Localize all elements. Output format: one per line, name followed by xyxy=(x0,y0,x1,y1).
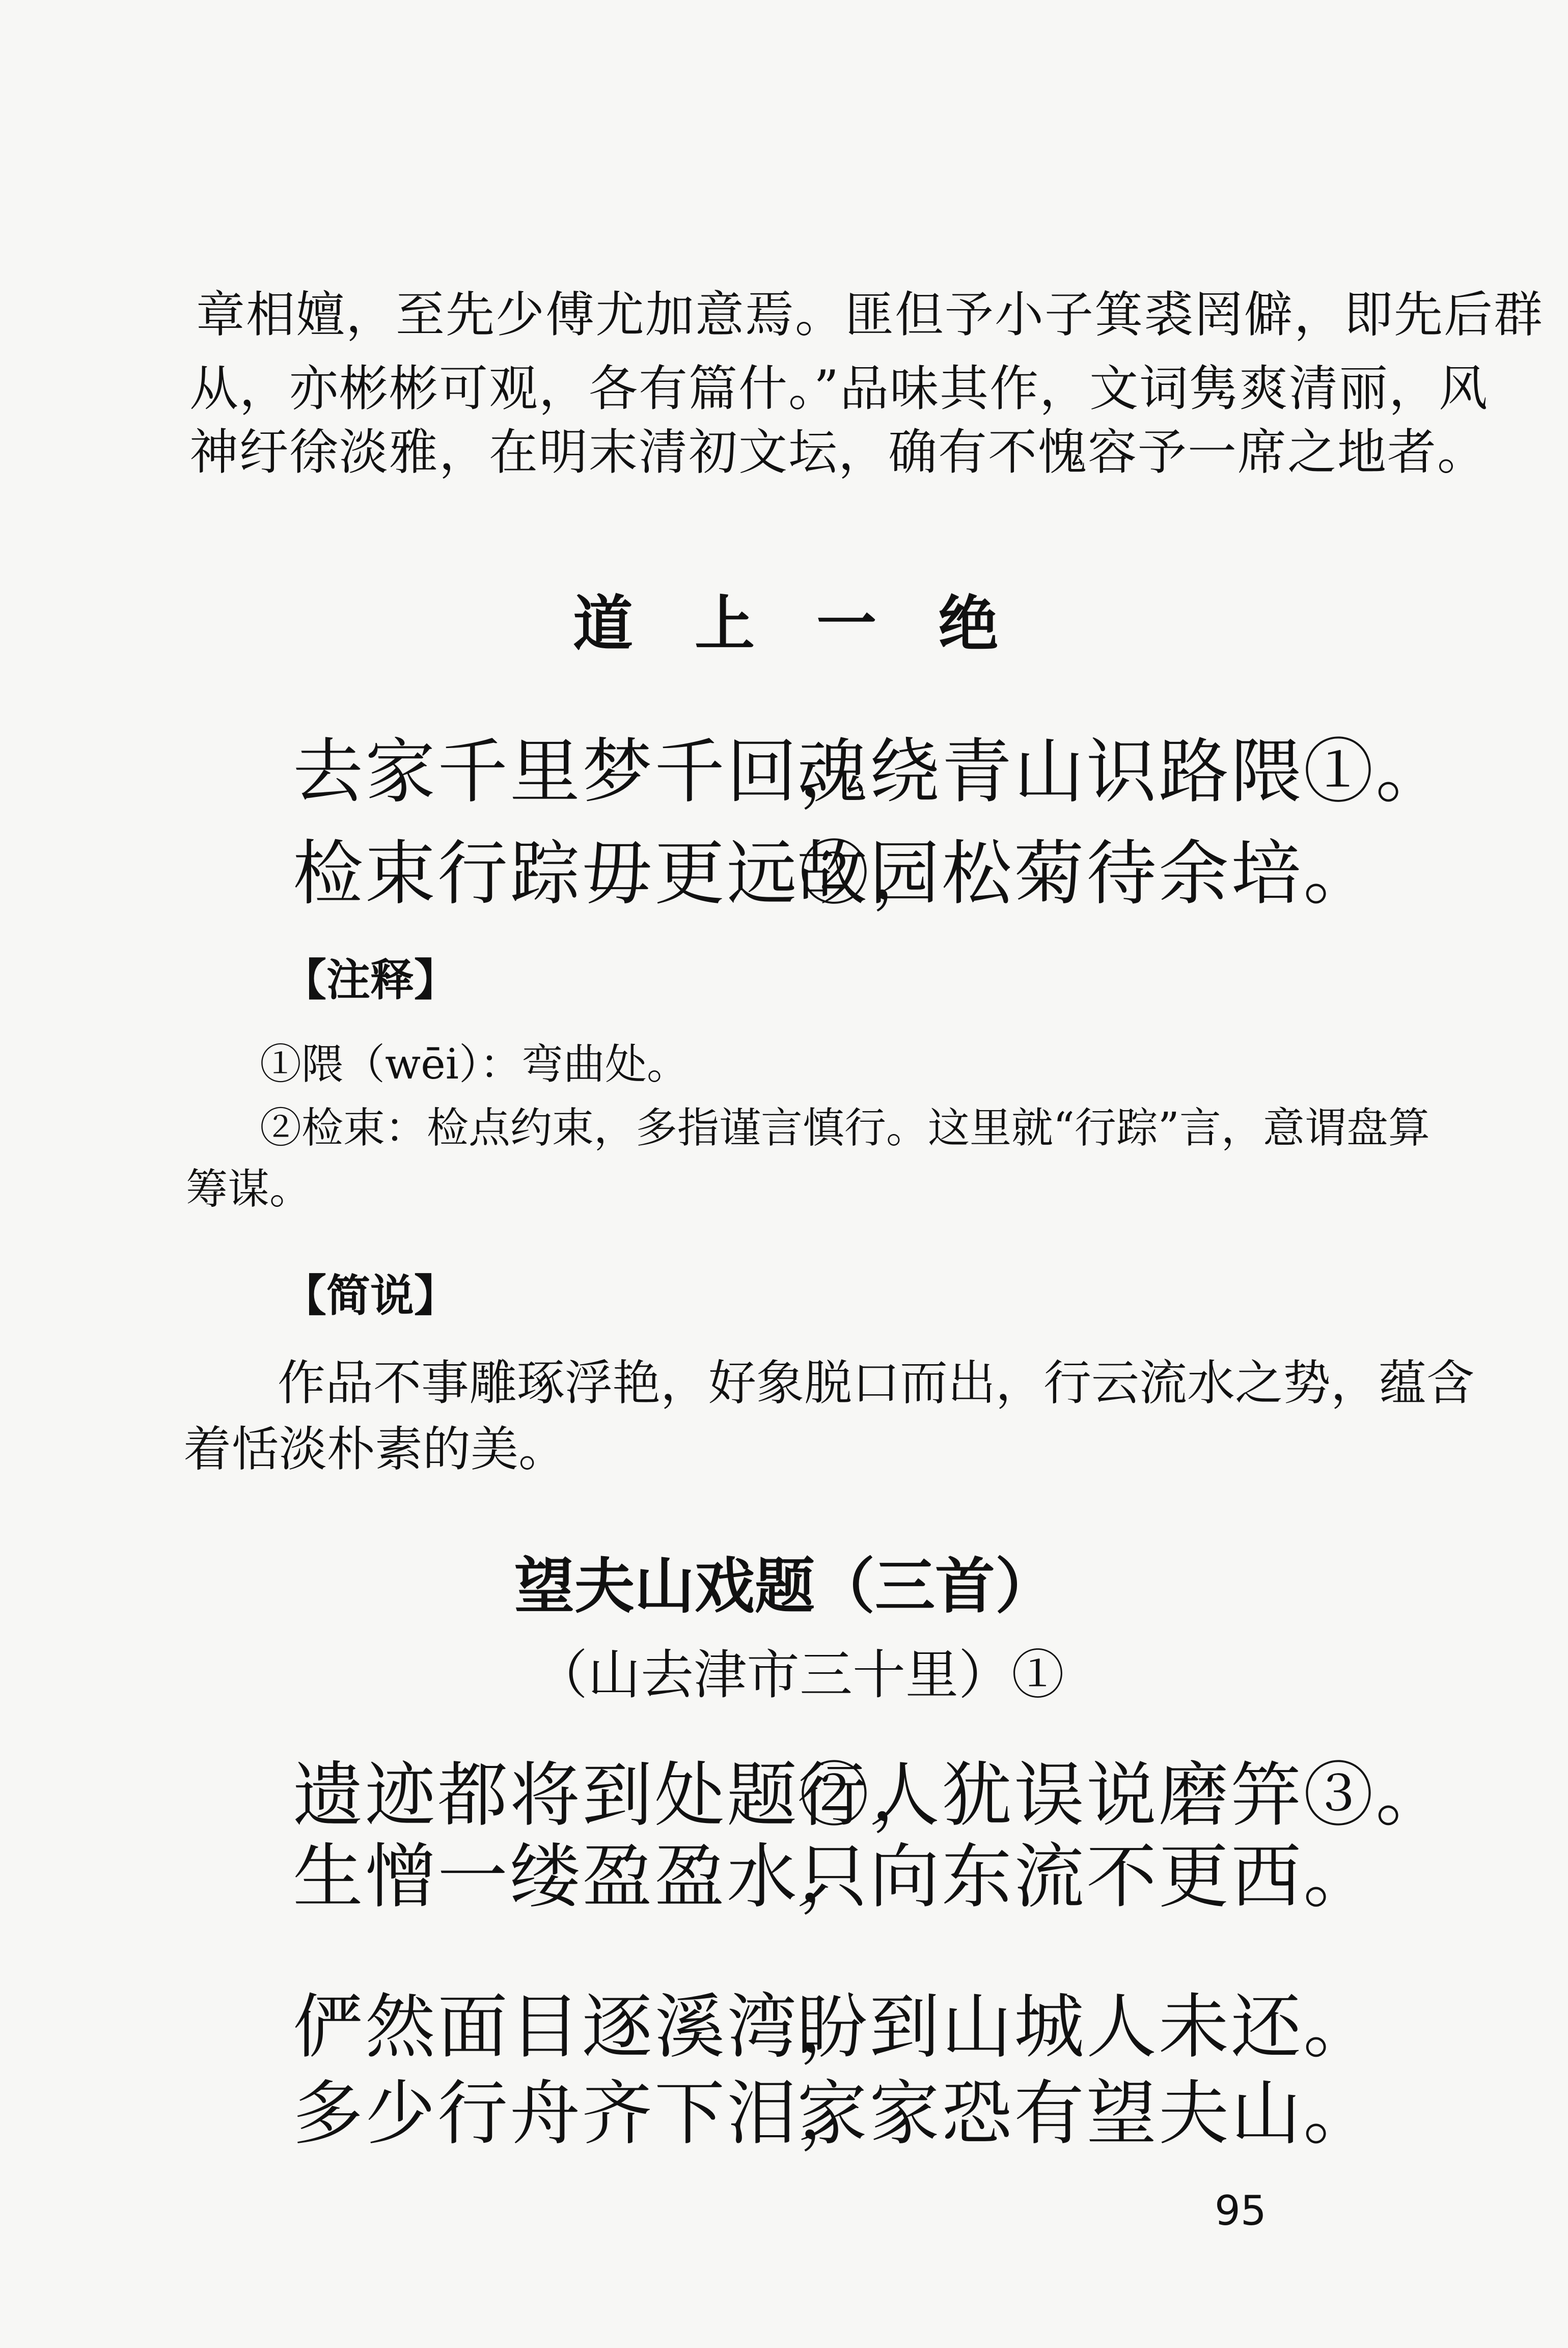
intro-line-3: 神纡徐淡雅，在明末清初文坛，确有不愧容予一席之地者。 xyxy=(189,424,1487,481)
commentary-line-1: 作品不事雕琢浮艳，好象脱口而出，行云流水之势，蕴含 xyxy=(278,1356,1475,1411)
commentary-heading: 【简说】 xyxy=(283,1270,458,1321)
notes-heading: 【注释】 xyxy=(283,955,458,1006)
intro-line-2: 从，亦彬彬可观，各有篇什。”品味其作，文词隽爽清丽，风 xyxy=(189,360,1489,417)
poem2-s1-line-2-right: 只向东流不更西。 xyxy=(797,1836,1376,1918)
poem2-s1-line-1-left: 遗迹都将到处题②， xyxy=(293,1754,944,1836)
poem1-title: 道 上 一 绝 xyxy=(573,589,1019,659)
poem2-title: 望夫山戏题（三首） xyxy=(514,1551,1056,1621)
poem1-line-2-left: 检束行踪毋更远②， xyxy=(293,833,944,915)
poem2-subtitle: （山去津市三十里）① xyxy=(535,1644,1065,1706)
poem2-s1-line-2-left: 生憎一缕盈盈水， xyxy=(293,1836,872,1918)
note-2: ②检束：检点约束，多指谨言慎行。这里就“行踪”言，意谓盘算 xyxy=(260,1104,1430,1152)
page-number: 95 xyxy=(1215,2187,1267,2234)
poem2-s1-line-1-right: 行人犹误说磨笄③。 xyxy=(797,1754,1448,1836)
poem1-line-1-left: 去家千里梦千回， xyxy=(293,731,872,813)
poem1-line-2-right: 故园松菊待余培。 xyxy=(797,833,1376,915)
poem2-s2-line-1-right: 盼到山城人未还。 xyxy=(797,1986,1376,2068)
commentary-line-2: 着恬淡朴素的美。 xyxy=(183,1422,567,1477)
poem1-line-1-right: 魂绕青山识路隈①。 xyxy=(797,731,1448,813)
intro-line-1: 章相嬗，至先少傅尤加意焉。匪但予小子箕裘罔僻，即先后群 xyxy=(196,286,1544,343)
note-1: ①隈（wēi）：弯曲处。 xyxy=(260,1040,689,1089)
poem2-s2-line-2-right: 家家恐有望夫山。 xyxy=(797,2073,1376,2154)
note-2-continued: 筹谋。 xyxy=(186,1165,312,1213)
poem2-s2-line-1-left: 俨然面目逐溪湾， xyxy=(293,1986,872,2068)
poem2-s2-line-2-left: 多少行舟齐下泪， xyxy=(293,2073,872,2154)
